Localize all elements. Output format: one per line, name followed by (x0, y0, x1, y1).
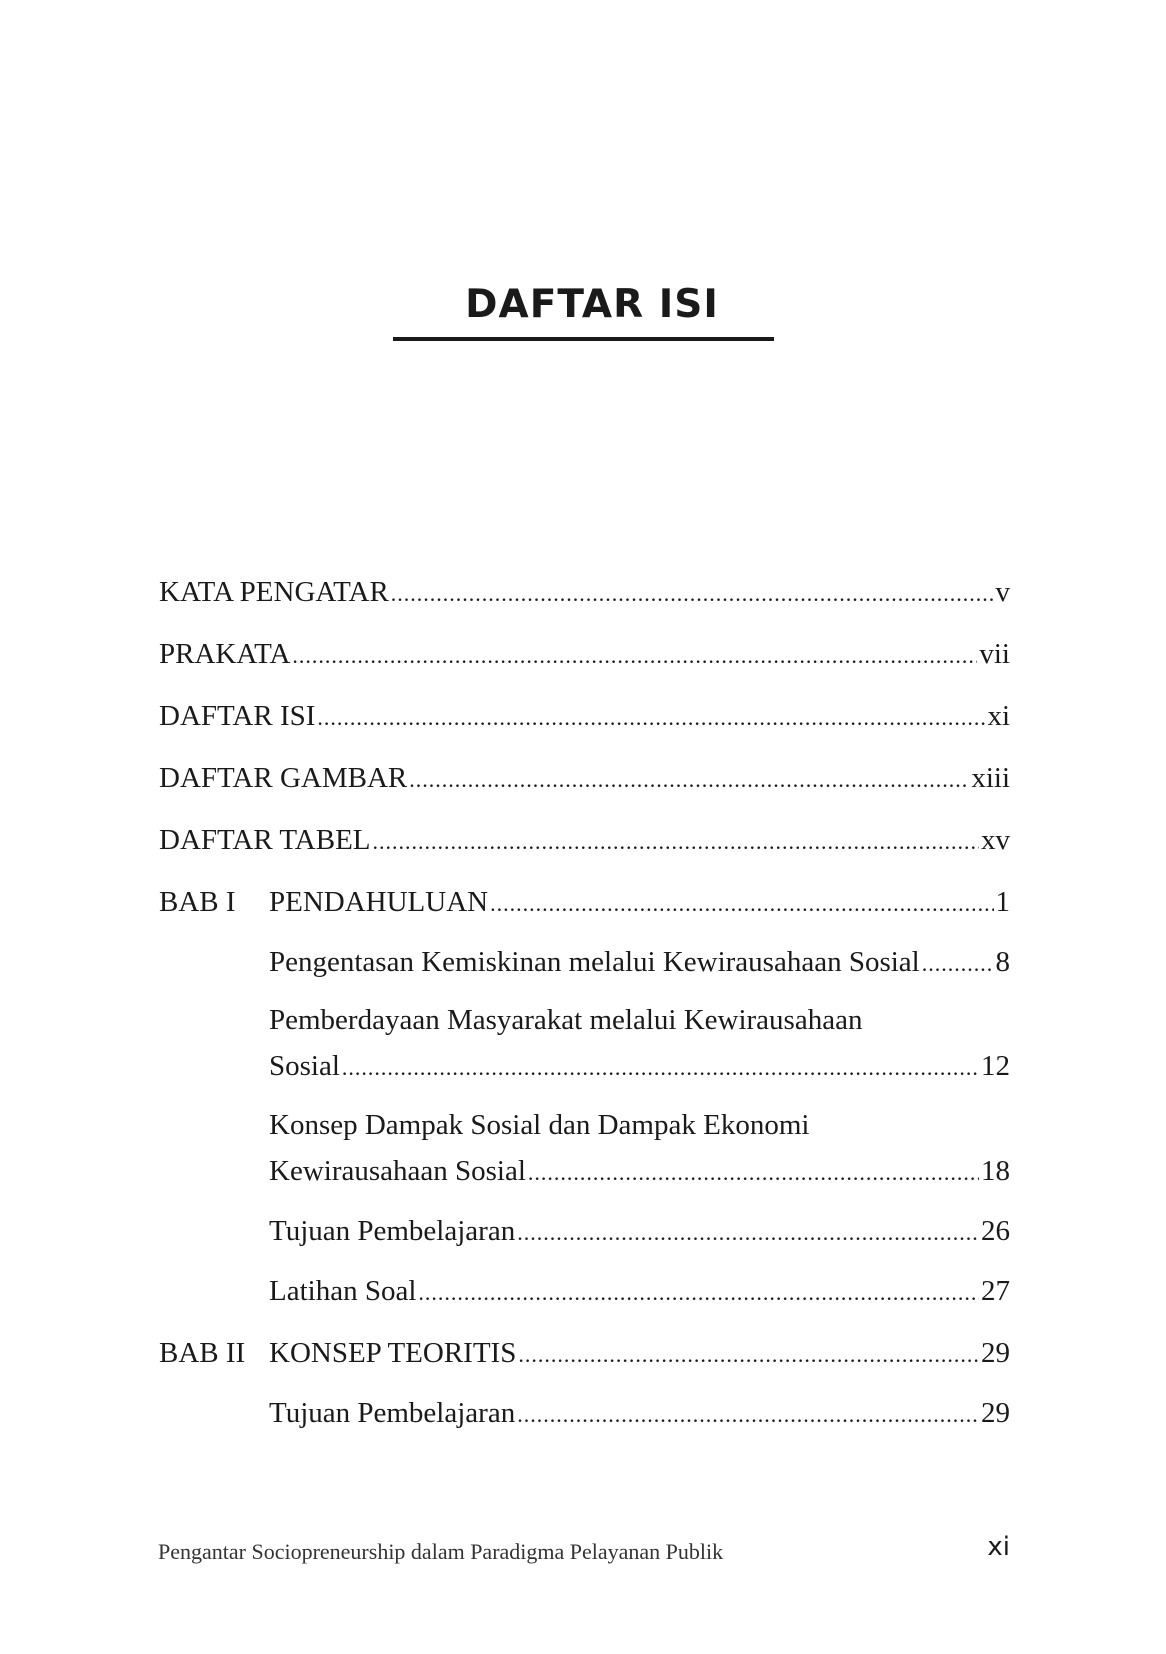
toc-subentry-konsep-dampak[interactable] (269, 1154, 1010, 1190)
table-of-contents (159, 0, 1010, 1654)
toc-subentry-tujuan-pembelajaran-bab2[interactable] (269, 1396, 1010, 1432)
toc-entry-label: Latihan Soal (269, 1275, 417, 1307)
toc-entry-page: 1 (995, 886, 1010, 918)
toc-entry-page: 29 (981, 1337, 1010, 1369)
toc-entry-page: 12 (981, 1050, 1010, 1082)
toc-entry-page: 27 (981, 1275, 1010, 1307)
toc-entry-bab-1[interactable] (159, 885, 1010, 921)
page-number: xi (987, 1532, 1010, 1562)
toc-subentry-line[interactable]: Konsep Dampak Sosial dan Dampak Ekonomi (269, 1109, 810, 1141)
toc-entry-label: DAFTAR ISI (159, 700, 316, 732)
toc-subentry-tujuan-pembelajaran[interactable] (269, 1214, 1010, 1250)
leader-dots (409, 763, 969, 797)
toc-subentry-pemberdayaan-masyarakat[interactable] (269, 1049, 1010, 1085)
toc-entry-daftar-tabel[interactable] (159, 823, 1010, 859)
leader-dots (518, 1338, 979, 1372)
chapter-number: BAB I (159, 886, 236, 918)
leader-dots (517, 1216, 979, 1250)
leader-dots (317, 701, 985, 735)
toc-entry-label: KATA PENGATAR (159, 576, 389, 608)
toc-entry-label: DAFTAR GAMBAR (159, 762, 408, 794)
toc-entry-label: DAFTAR TABEL (159, 824, 371, 856)
toc-entry-label: Pengentasan Kemiskinan melalui Kewirausahaan Sosial (269, 946, 920, 978)
toc-entry-label: KONSEP TEORITIS (269, 1337, 517, 1369)
toc-entry-daftar-isi[interactable] (159, 699, 1010, 735)
toc-entry-label: Sosial (269, 1050, 340, 1082)
leader-dots (418, 1276, 979, 1310)
leader-dots (490, 887, 993, 921)
toc-subentry-pengentasan-kemiskinan[interactable] (269, 945, 1010, 981)
toc-entry-page: v (995, 576, 1010, 608)
toc-entry-label: PRAKATA (159, 638, 291, 670)
toc-subentry-line[interactable]: Pemberdayaan Masyarakat melalui Kewirausahaan (269, 1004, 863, 1036)
toc-entry-page: 8 (995, 946, 1010, 978)
leader-dots (391, 577, 994, 611)
toc-entry-bab-2[interactable] (159, 1336, 1010, 1372)
toc-entry-page: xi (987, 700, 1010, 732)
toc-entry-label: PENDAHULUAN (269, 886, 489, 918)
leader-dots (528, 1156, 979, 1190)
toc-entry-page: xv (981, 824, 1010, 856)
chapter-number: BAB II (159, 1337, 246, 1369)
toc-entry-label: Tujuan Pembelajaran (269, 1215, 516, 1247)
toc-entry-page: 26 (981, 1215, 1010, 1247)
toc-entry-page: vii (979, 638, 1010, 670)
leader-dots (373, 825, 979, 859)
leader-dots (517, 1398, 979, 1432)
leader-dots (342, 1051, 979, 1085)
toc-subentry-latihan-soal[interactable] (269, 1274, 1010, 1310)
running-footer-book-title: Pengantar Sociopreneurship dalam Paradigma Pelayanan Publik (158, 1539, 724, 1564)
toc-entry-page: xiii (971, 762, 1010, 794)
toc-entry-label: Kewirausahaan Sosial (269, 1155, 526, 1187)
leader-dots (292, 639, 977, 673)
toc-entry-page: 29 (981, 1397, 1010, 1429)
toc-entry-page: 18 (981, 1155, 1010, 1187)
toc-entry-daftar-gambar[interactable] (159, 761, 1010, 797)
toc-entry-prakata[interactable] (159, 637, 1010, 673)
toc-entry-label: Tujuan Pembelajaran (269, 1397, 516, 1429)
leader-dots (922, 947, 994, 981)
page-title: DAFTAR ISI (465, 282, 719, 327)
toc-entry-kata-pengatar[interactable] (159, 575, 1010, 611)
